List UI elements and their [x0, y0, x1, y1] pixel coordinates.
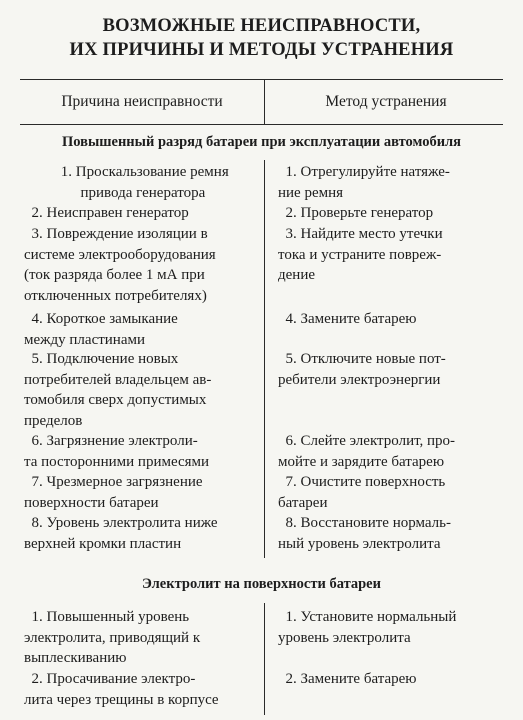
document-title — [0, 14, 523, 62]
column-header-method: Метод устранения — [325, 93, 447, 110]
cause-cell: 2. Просачивание электро- лита через трещины в корпусе — [24, 671, 219, 708]
method-cell: 6. Слейте электролит, про- мойте и зарядите батарею — [278, 433, 456, 470]
cause-cell: 6. Загрязнение электроли- та посторонними примесями — [24, 433, 210, 470]
cause-cell: 1. Повышенный уровень электролита, приводящий к выплескиванию — [24, 609, 201, 666]
cause-cell: 7. Чрезмерное загрязнение поверхности батареи — [24, 474, 203, 511]
method-cell: 7. Очистите поверхность батареи — [278, 474, 446, 511]
method-cell: 2. Проверьте генератор — [278, 205, 434, 221]
cause-cell: 3. Повреждение изоляции в системе электрооборудования (ток разряда более 1 мА при отключенных потребителях) — [24, 226, 216, 304]
cause-cell: 8. Уровень электролита ниже верхней кромки пластин — [24, 515, 218, 552]
cause-cell: 1. Проскальзование ремня привода генератора — [60, 164, 229, 201]
method-cell: 4. Замените батарею — [278, 311, 417, 327]
title-line-1: ВОЗМОЖНЫЕ НЕИСПРАВНОСТИ, — [102, 16, 421, 36]
column-divider — [264, 160, 265, 558]
section-heading: Повышенный разряд батареи при эксплуатации автомобиля — [61, 134, 462, 150]
section-heading: Электролит на поверхности батареи — [142, 576, 381, 592]
cause-cell: 2. Неисправен генератор — [24, 205, 189, 221]
cause-cell: 4. Короткое замыкание между пластинами — [24, 311, 178, 348]
header-bottom-rule — [20, 124, 503, 125]
column-header-cause: Причина неисправности — [61, 93, 223, 110]
table-top-rule — [20, 79, 503, 80]
method-cell: 2. Замените батарею — [278, 671, 417, 687]
method-cell: 1. Отрегулируйте натяже- ние ремня — [278, 164, 450, 201]
title-line-2: ИХ ПРИЧИНЫ И МЕТОДЫ УСТРАНЕНИЯ — [69, 40, 454, 60]
method-cell: 3. Найдите место утечки тока и устраните повреж- дение — [278, 226, 443, 283]
cause-cell: 5. Подключение новых потребителей владельцем ав- томобиля сверх допустимых пределов — [24, 351, 212, 429]
method-cell: 5. Отключите новые пот- ребители электроэнергии — [278, 351, 446, 388]
column-divider — [264, 603, 265, 715]
header-column-divider — [264, 80, 265, 124]
method-cell: 1. Установите нормальный уровень электролита — [278, 609, 457, 646]
method-cell: 8. Восстановите нормаль- ный уровень электролита — [278, 515, 451, 552]
